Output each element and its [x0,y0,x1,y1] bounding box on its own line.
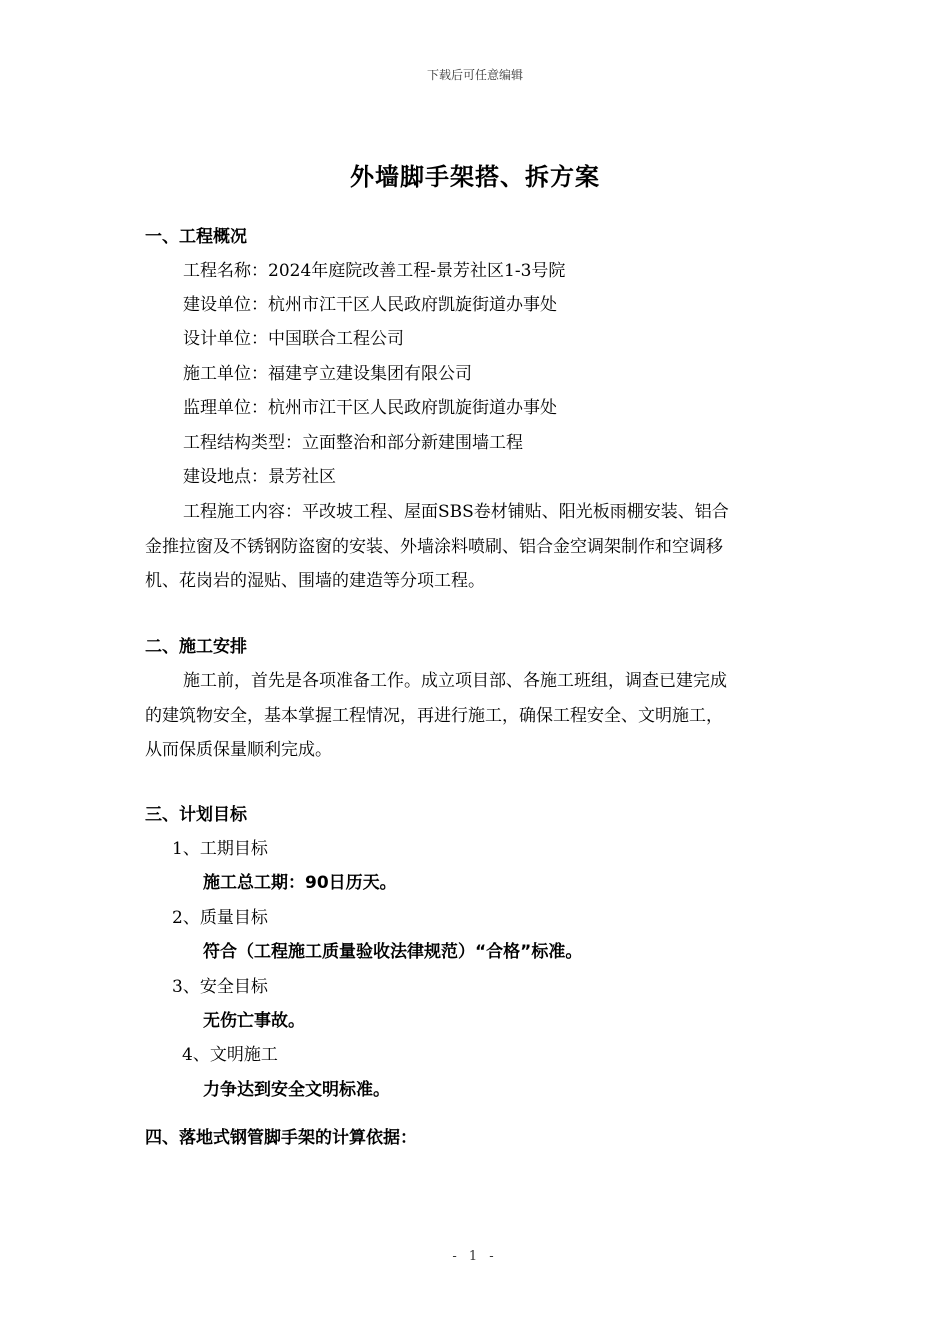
header-note: 下载后可任意编辑 [426,68,523,82]
content-line-1: 工程施工内容：平改坡工程、屋面SBS卷材铺贴、阳光板雨棚安装、铝合 [183,502,729,522]
construction-unit: 施工单位：福建亨立建设集团有限公司 [183,364,472,384]
design-unit: 设计单位：中国联合工程公司 [183,329,404,349]
content-line-3: 机、花岗岩的湿贴、围墙的建造等分项工程。 [145,571,485,591]
section4-heading: 四、落地式钢管脚手架的计算依据： [145,1128,417,1148]
goal-4-label: 4、文明施工 [182,1045,278,1065]
supervision-unit: 监理单位：杭州市江干区人民政府凯旋街道办事处 [183,398,557,418]
goal-1-label: 1、工期目标 [172,839,268,859]
owner-unit: 建设单位：杭州市江干区人民政府凯旋街道办事处 [183,295,557,315]
goal-2-text: 符合（工程施工质量验收法律规范）“合格”标准。 [203,942,583,962]
document-title: 外墙脚手架搭、拆方案 [350,163,600,191]
arrangement-line-3: 从而保质保量顺利完成。 [145,740,332,760]
goal-2-label: 2、质量目标 [172,908,268,928]
goal-3-text: 无伤亡事故。 [203,1011,305,1031]
structure-type: 工程结构类型：立面整治和部分新建围墙工程 [183,433,523,453]
section3-heading: 三、计划目标 [145,805,247,825]
section1-heading: 一、工程概况 [145,227,247,247]
construction-location: 建设地点：景芳社区 [183,467,336,487]
content-line-2: 金推拉窗及不锈钢防盗窗的安装、外墙涂料喷刷、铝合金空调架制作和空调移 [145,537,723,557]
goal-3-label: 3、安全目标 [172,977,268,997]
goal-4-text: 力争达到安全文明标准。 [203,1080,390,1100]
project-name: 工程名称：2024年庭院改善工程-景芳社区1-3号院 [183,261,566,281]
arrangement-line-2: 的建筑物安全，基本掌握工程情况，再进行施工，确保工程安全、文明施工， [145,706,723,726]
page-number: - 1 - [452,1249,498,1264]
goal-1-text: 施工总工期：90日历天。 [203,873,397,893]
arrangement-line-1: 施工前，首先是各项准备工作。成立项目部、各施工班组，调查已建完成 [183,671,727,691]
section2-heading: 二、施工安排 [145,637,247,657]
